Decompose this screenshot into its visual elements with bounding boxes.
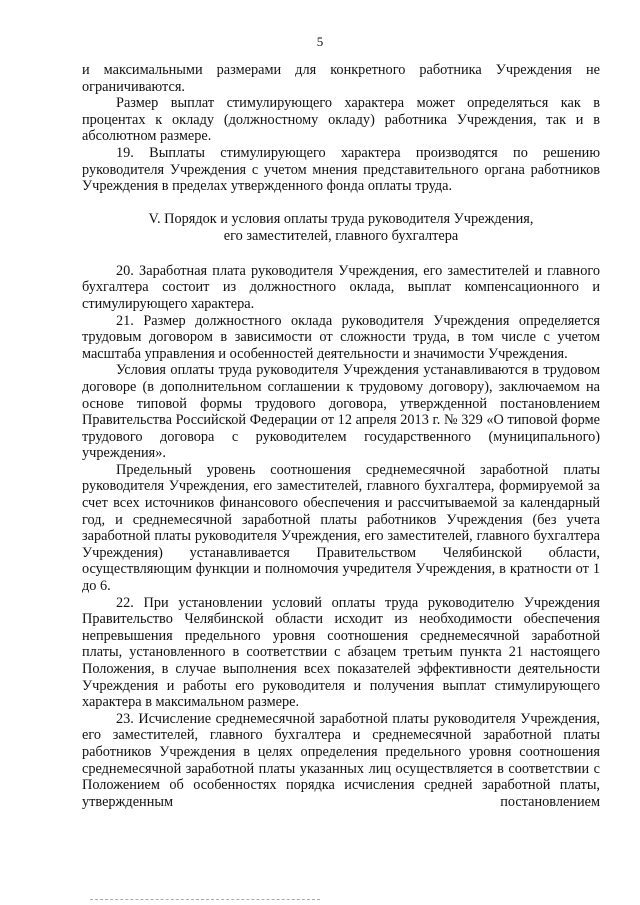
paragraph-item-23: 23. Исчисление среднемесячной заработной платы руководителя Учреждения, его заместителей, главного бухгалтера и среднемесячной заработной платы работников Учреждения в целях определения предельного уровня соотношения среднемесячной заработной платы указанных лиц осуществляется в соответствии с Положением об особенностях порядка исчисления средней заработной платы, утвержденным постановлением: [82, 710, 600, 810]
section-heading: [82, 211, 600, 245]
paragraph: Предельный уровень соотношения среднемесячной заработной платы руководителя Учреждения, его заместителей, главного бухгалтера, формируемой за счет всех источников финансового обеспечения и рассчитываемой за календарный год, и среднемесячной заработной платы работников Учреждения (без учета заработной платы руководителя Учреждения, его заместителей, главного бухгалтера Учреждения) устанавливается Правительством Челябинской области, осуществляющим функции и полномочия учредителя Учреждения, в кратности от 1 до 6.: [82, 461, 600, 595]
page-number: 5: [316, 34, 324, 49]
paragraph-item-21: 21. Размер должностного оклада руководителя Учреждения определяется трудовым договором в зависимости от сложности труда, в том числе с учетом масштаба управления и особенностей деятельности и значимости Учреждения.: [82, 312, 600, 362]
document-body: [82, 62, 600, 810]
paragraph-continuation: и максимальными размерами для конкретного работника Учреждения не ограничиваются.: [82, 62, 600, 95]
paragraph-item-19: 19. Выплаты стимулирующего характера производятся по решению руководителя Учреждения с учетом мнения представительного органа работников Учреждения в пределах утвержденного фонда оплаты труда.: [82, 144, 600, 195]
section-heading-line-2: его заместителей, главного бухгалтера: [223, 227, 459, 244]
paragraph-item-20: 20. Заработная плата руководителя Учреждения, его заместителей и главного бухгалтера состоит из должностного оклада, выплат компенсационного и стимулирующего характера.: [82, 262, 600, 312]
section-heading-line-1: V. Порядок и условия оплаты труда руководителя Учреждения,: [148, 210, 534, 227]
footer-rule: [90, 899, 320, 901]
paragraph-item-22: 22. При установлении условий оплаты труда руководителю Учреждения Правительство Челябинской области исходит из необходимости обеспечения непревышения предельного уровня соотношения среднемесячной заработной платы, установленного в соответствии с абзацем третьим пункта 21 настоящего Положения, в случае выполнения всех показателей эффективности деятельности Учреждения и работы его руководителя и получения выплат стимулирующего характера в максимальном размере.: [82, 594, 600, 711]
paragraph: Размер выплат стимулирующего характера может определяться как в процентах к окладу (должностному окладу) работника Учреждения, так и в абсолютном размере.: [82, 95, 600, 145]
paragraph: Условия оплаты труда руководителя Учреждения устанавливаются в трудовом договоре (в дополнительном соглашении к трудовому договору), заключаемом на основе типовой формы трудового договора, утвержденной постановлением Правительства Российской Федерации от 12 апреля 2013 г. № 329 «О типовой форме трудового договора с руководителем государственного (муниципального) учреждения».: [82, 362, 600, 462]
